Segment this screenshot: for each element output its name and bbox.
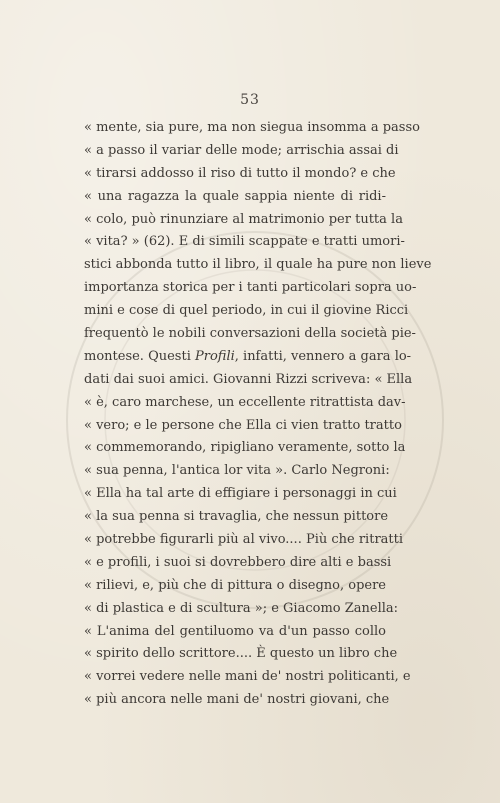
text-line: « la sua penna si travaglia, che nessun pittore: [84, 509, 389, 525]
text-line: « sua penna, l'antica lor vita ». Carlo Negroni:: [84, 463, 390, 479]
page-number: 53: [240, 92, 260, 108]
text-line: « L'anima del gentiluomo va d'un passo collo: [84, 623, 386, 639]
text-line: « colo, può rinunziare al matrimonio per tutta la: [84, 211, 403, 227]
text-line: importanza storica per i tanti particolari sopra uo-: [84, 280, 417, 296]
text-line: « commemorando, ripigliano veramente, sotto la: [84, 440, 406, 456]
text-line: « vorrei vedere nelle mani de' nostri politicanti, e: [84, 669, 411, 685]
text-line: « è, caro marchese, un eccellente ritrattista dav-: [84, 394, 406, 410]
text-line: dati dai suoi amici. Giovanni Rizzi scriveva: « Ella: [84, 371, 413, 387]
text-line: « una ragazza la quale sappia niente di ridi-: [84, 188, 386, 204]
text-line: « mente, sia pure, ma non siegua insomma a passo: [84, 120, 420, 135]
body-text: [84, 117, 432, 712]
text-line: « vita? » (62). E di simili scappate e tratti umori-: [84, 234, 405, 250]
text-line: « potrebbe figurarli più al vivo.... Più che ritratti: [84, 532, 404, 548]
text-line: montese. Questi Profili, infatti, vennero a gara lo-: [84, 348, 412, 364]
text-line: « spirito dello scrittore.... È questo un libro che: [84, 646, 398, 662]
text-line: « a passo il variar delle mode; arrischia assai di: [84, 142, 399, 158]
book-title-italic: Profili: [194, 348, 235, 364]
text-line: « di plastica e di scultura »; e Giacomo Zanella:: [84, 600, 399, 616]
text-line: frequentò le nobili conversazioni della società pie-: [84, 326, 416, 342]
text-line: « rilievi, e, più che di pittura o disegno, opere: [84, 577, 387, 593]
text-line: « tirarsi addosso il riso di tutto il mondo? e che: [84, 165, 396, 181]
text-line: stici abbonda tutto il libro, il quale ha pure non lieve: [84, 257, 432, 273]
text-line: mini e cose di quel periodo, in cui il giovine Ricci: [84, 303, 409, 319]
text-line: « vero; e le persone che Ella ci vien tratto tratto: [84, 417, 402, 433]
text-line: « Ella ha tal arte di effigiare i personaggi in cui: [84, 486, 397, 502]
text-line: « più ancora nelle mani de' nostri giovani, che: [84, 692, 390, 708]
text-line: « e profili, i suoi si dovrebbero dire alti e bassi: [84, 554, 392, 570]
